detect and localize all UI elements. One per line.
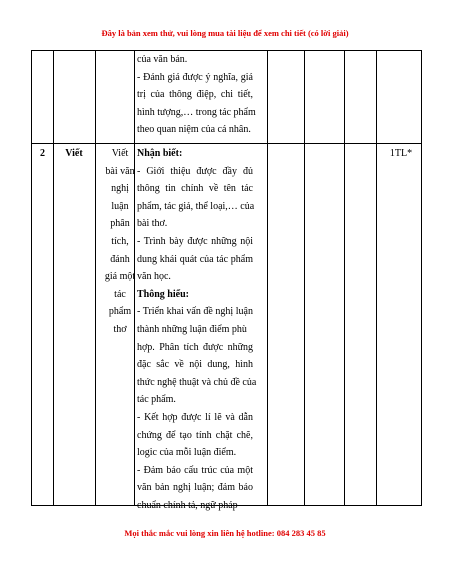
text-line: đặc sắc về nội dung, hình [137, 359, 253, 371]
row-divider [31, 143, 422, 144]
text-line: hình tượng,… trong tác phẩm [137, 106, 256, 118]
text-line: theo quan niệm của cá nhân. [137, 124, 251, 136]
preview-notice-banner: Đây là bản xem thử, vui lòng mua tài liệu để xem chi tiết (có lời giải) [101, 28, 349, 38]
content-unit-line: phân [110, 218, 130, 230]
row-number: 2 [40, 148, 45, 159]
content-unit [102, 145, 138, 339]
chapter-name: Viết [65, 148, 83, 159]
text-line: trị của thông điệp, chi tiết, [137, 89, 253, 101]
text-line: - Đảm bảo cấu trúc của một [137, 464, 253, 476]
content-unit-line: phẩm [108, 306, 132, 318]
skill-level-description [137, 145, 257, 514]
content-unit-line: tích, [111, 235, 129, 247]
prev-row-description [137, 51, 256, 139]
text-line: bài thơ. [137, 218, 168, 230]
content-unit-line: Viết [111, 148, 129, 159]
content-unit-line: đánh [110, 253, 130, 265]
text-line: - Triển khai vấn đề nghị luận [137, 306, 253, 318]
text-line: - Trình bày được những nội [137, 235, 253, 247]
text-line: văn học. [137, 271, 171, 283]
content-unit-line: nghị [111, 183, 129, 195]
text-line: hợp. Phân tích được những [137, 341, 253, 353]
text-line: tác phẩm. [137, 394, 176, 406]
content-unit-line: tác [114, 288, 126, 300]
text-line: - Kết hợp được lí lẽ và dẫn [137, 411, 253, 423]
text-line: thành những luận điểm phù [137, 323, 247, 335]
hotline-banner: Mọi thắc mắc vui lòng xin liên hệ hotline: 084 283 45 85 [124, 528, 326, 538]
col-border [95, 50, 96, 506]
col-border [421, 50, 422, 506]
text-line: - Đánh giá được ý nghĩa, giá [137, 71, 253, 83]
col-border [304, 50, 305, 506]
question-count-note: 1TL* [389, 148, 413, 159]
col-border [31, 50, 32, 506]
text-line: của văn bản. [137, 54, 188, 65]
level-heading: Nhận biết: [137, 148, 183, 159]
text-line: văn bản nghị luận; đảm bảo [137, 482, 253, 494]
content-unit-line: luận [111, 200, 129, 212]
content-unit-line: thơ [113, 323, 127, 335]
content-unit-line: bài văn [105, 165, 135, 177]
text-line: chuẩn chính tả, ngữ pháp [137, 499, 238, 511]
text-line: - Giới thiệu được đầy đủ [137, 165, 253, 177]
col-border [344, 50, 345, 506]
text-line: thông tin chính về tên tác [137, 183, 253, 195]
col-border [53, 50, 54, 506]
content-unit-line: giá một [104, 271, 136, 283]
text-line: thức nghệ thuật và chủ đề của [137, 376, 257, 388]
text-line: dung khái quát của tác phẩm [137, 253, 253, 265]
text-line: logic của mỗi luận điểm. [137, 447, 237, 459]
text-line: chứng để tạo tính chặt chẽ, [137, 429, 253, 441]
text-line: phẩm, tác giả, thể loại,… của [137, 200, 255, 212]
exam-matrix-table [31, 50, 422, 511]
col-border [267, 50, 268, 506]
col-border [376, 50, 377, 506]
level-heading: Thông hiểu: [137, 288, 189, 300]
